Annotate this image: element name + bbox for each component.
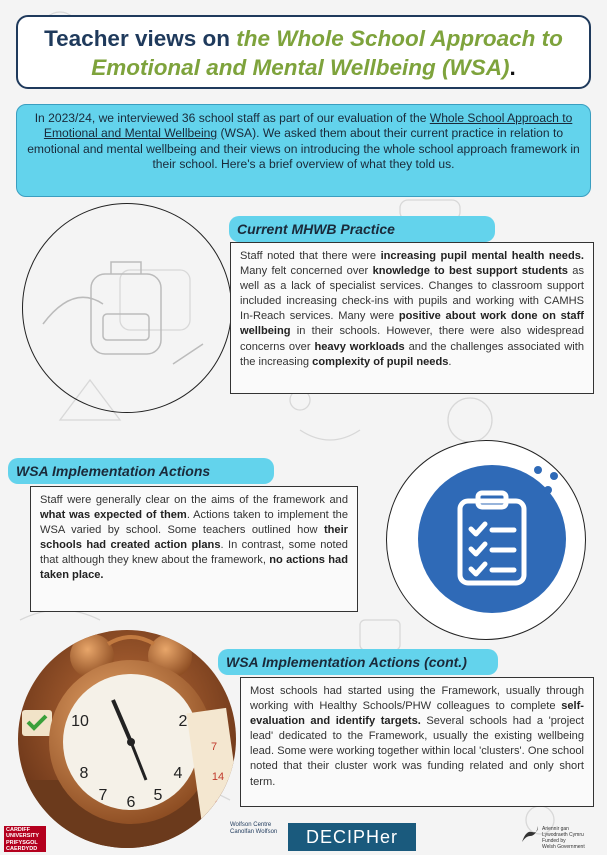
actions-heading: WSA Implementation Actions — [8, 458, 274, 484]
actions-cont-text: Most schools had started using the Framework, usually through working with Healthy Schools/PHW colleagues to complete — [250, 685, 584, 713]
logo-line: CAERDYDD — [6, 846, 38, 853]
current-practice-heading: Current MHWB Practice — [229, 216, 495, 242]
decipher-logo: DECIPHer — [288, 823, 416, 851]
actions-cont-panel — [240, 677, 594, 807]
logo-line: UNIVERSITY — [6, 833, 40, 840]
logo-line: Welsh Government — [542, 844, 585, 850]
intro-text-1: In 2023/24, we interviewed 36 school staff as part of our evaluation of the — [34, 111, 430, 125]
actions-bold: their schools had created action plans — [40, 524, 348, 552]
logo-line: CARDIFF — [6, 827, 31, 833]
clock-numeral: 8 — [79, 765, 89, 782]
clock-numeral: 10 — [71, 713, 89, 730]
current-bold: increasing pupil mental health needs. — [380, 250, 584, 262]
intro-link[interactable]: Whole School Approach to Emotional and Mental Wellbeing — [43, 111, 573, 141]
title-program: the Whole School Approach to Emotional and Mental Wellbeing (WSA) — [91, 26, 563, 80]
title-period: . — [509, 55, 516, 80]
backpack-doodle-icon — [23, 204, 230, 411]
clock-numeral: 7 — [98, 787, 108, 804]
ruler-number: 21 — [214, 799, 228, 811]
actions-text: . In contrast, some noted that although they knew about the framework, — [40, 539, 348, 567]
logo-line: Ariennir gan — [542, 826, 569, 832]
current-text: . — [448, 355, 452, 368]
ruler-number: 14 — [211, 771, 225, 783]
actions-cont-bold: self-evaluation and identify targets. — [250, 700, 584, 728]
current-text: and the challenges associated with the increasing — [240, 340, 585, 368]
welsh-dragon-icon — [520, 824, 540, 848]
current-bold: complexity of pupil needs — [312, 355, 449, 368]
ruler-number: 7 — [210, 741, 218, 753]
intro-text-2: (WSA). We asked them about their current practice in relation to emotional and mental wellbeing and their views on introducing the whole school approach framework in their school. Here's a brief overview of what they told us. — [27, 126, 580, 171]
actions-bold: what was expected of them — [40, 509, 187, 522]
alarm-clock-photo — [18, 630, 236, 848]
logo-line: Wolfson Centre — [230, 822, 272, 828]
doodle-circle — [22, 203, 232, 413]
current-bold: knowledge to best support students — [372, 265, 568, 278]
logo-line: PRIFYSGOL — [6, 839, 38, 846]
actions-cont-heading: WSA Implementation Actions (cont.) — [218, 649, 498, 675]
current-practice-panel — [230, 242, 594, 394]
logo-line: Lywodraeth Cymru — [542, 832, 584, 838]
clock-numeral: 4 — [173, 765, 183, 782]
clock-numeral: 5 — [153, 787, 163, 804]
welsh-government-logo — [520, 822, 604, 852]
actions-cont-text: Several schools had a 'project lead' dedicated to the Framework, usually the existing wellbeing lead. Some were working together within local 'clusters'. One school noted that their cluster work was funding related and only short term. — [250, 715, 584, 788]
title-lead: Teacher views on — [44, 26, 237, 51]
check-mark-icon — [22, 710, 52, 736]
current-text: Many felt concerned over — [240, 265, 373, 278]
page-title — [16, 15, 591, 89]
intro-box — [16, 104, 591, 197]
current-text: as well as a lack of specialist services. Changes to classroom support included increasing check-ins with pupils and working with CAMHS In-Reach services. Many were — [240, 265, 584, 323]
current-text: Staff noted that there were — [240, 250, 381, 262]
actions-text: . Actions taken to implement the WSA varied by school. Some teachers outlined how — [40, 509, 349, 537]
actions-bold: no actions had taken place. — [40, 554, 348, 582]
clock-numeral: 6 — [126, 794, 136, 811]
actions-panel — [30, 486, 358, 612]
cardiff-university-logo — [4, 826, 46, 852]
logo-line: Canolfan Wolfson — [230, 829, 278, 835]
current-bold: positive about work done on staff wellbeing — [240, 310, 584, 338]
wolfson-centre-logo — [230, 822, 286, 836]
current-text: in their schools. However, there were also widespread concerns over — [240, 325, 584, 353]
clock-numeral: 2 — [178, 713, 188, 730]
actions-text: Staff were generally clear on the aims of the framework and — [40, 494, 348, 506]
logo-line: Funded by — [542, 838, 566, 844]
decorative-dots-icon — [528, 462, 568, 498]
current-bold: heavy workloads — [314, 340, 405, 353]
